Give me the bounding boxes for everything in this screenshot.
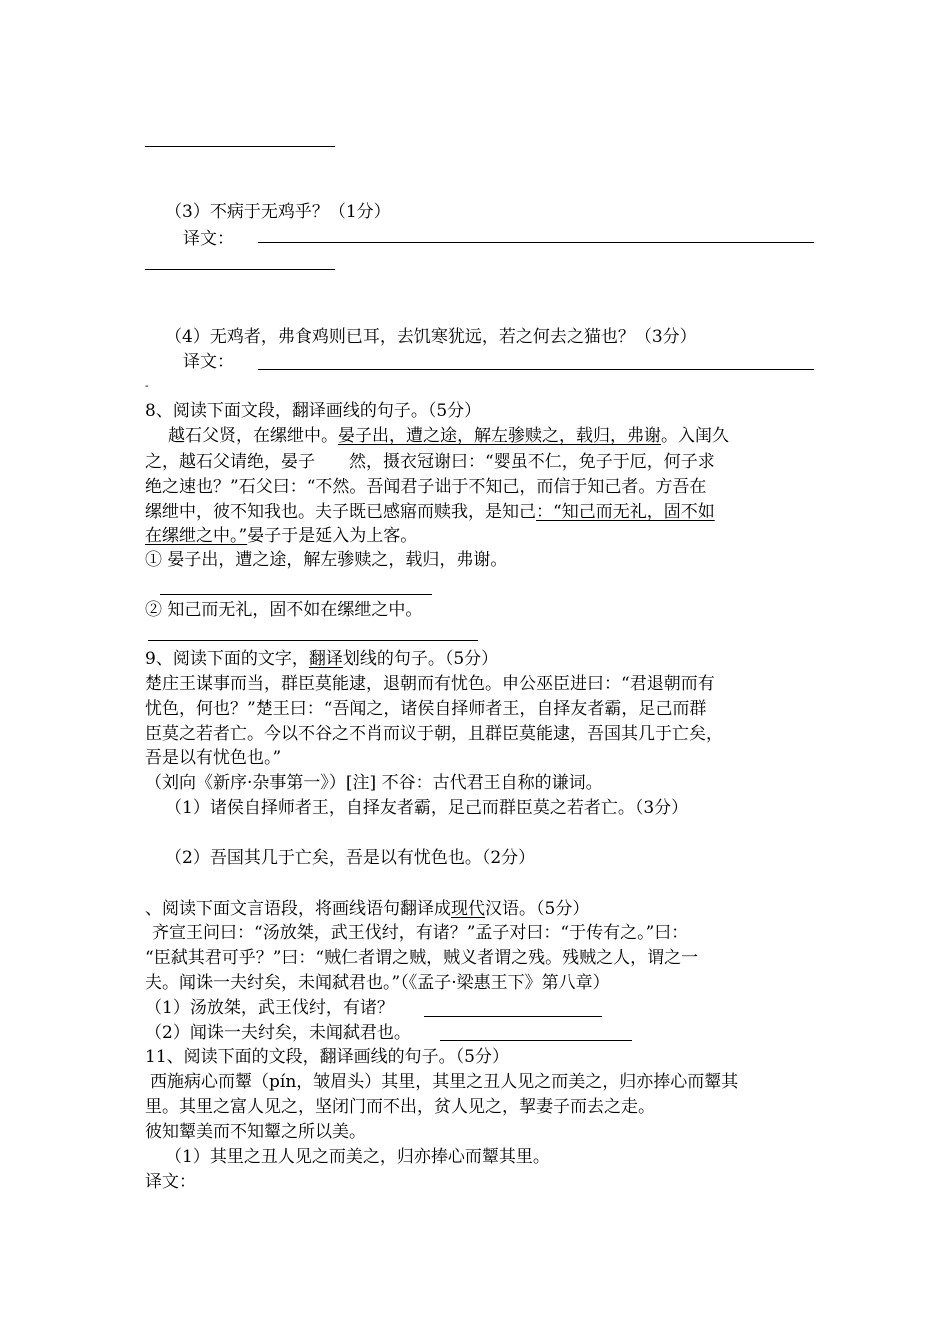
q8-text: 越石父贤，在缧绁中。 <box>168 426 338 446</box>
q8-paragraph-line-5 <box>145 524 417 548</box>
q11-sub1: （1）其里之丑人见之而美之，归亦捧心而颦其里。 <box>165 1147 550 1167</box>
q8-text: 晏子于是延入为上客。 <box>247 526 418 546</box>
q9-title-text: 划线的句子。（5分） <box>342 649 499 669</box>
q7-sub3-prompt: （3）不病于无鸡乎？（1分） <box>165 202 391 222</box>
q7-sub3-answer-line-2[interactable] <box>145 269 335 270</box>
q11-paragraph-line-3: 彼知颦美而不知颦之所以美。 <box>145 1122 366 1142</box>
q9-sub2: （2）吾国其几于亡矣，吾是以有忧色也。（2分） <box>165 848 536 868</box>
q8-title: 8、阅读下面文段，翻译画线的句子。（5分） <box>145 401 482 421</box>
q10-sub2-answer-line[interactable] <box>440 1040 632 1041</box>
q9-paragraph-line-1: 楚庄王谋事而当，群臣莫能逮，退朝而有忧色。申公巫臣进曰：“君退朝而有 <box>145 674 715 694</box>
q7-sub3-answer-line[interactable] <box>258 242 814 243</box>
q9-title-text: 9、阅读下面的文字， <box>145 649 309 669</box>
q8-item-1-answer-line[interactable] <box>160 594 432 595</box>
q10-sub1: （1）汤放桀，武王伐纣，有诸？ <box>145 998 394 1018</box>
q9-source-note: （刘向《新序·杂事第一》）[注] 不谷：古代君王自称的谦词。 <box>145 773 603 793</box>
q9-title-underlined: 翻译 <box>308 649 343 669</box>
q8-text: 。入闺久 <box>661 426 729 446</box>
q8-text: 缧绁中，彼不知我也。夫子既已感寤而赎我，是知己 <box>145 502 536 522</box>
q7-sub3-translation-label: 译文： <box>183 229 234 249</box>
q11-paragraph-line-2: 里。其里之富人见之，坚闭门而不出，贫人见之，挈妻子而去之走。 <box>145 1097 655 1117</box>
q10-paragraph-line-1: 齐宣王问曰：“汤放桀，武王伐纣，有诸？”孟子对曰：“于传有之。”曰： <box>152 923 689 943</box>
q7-sub4-dash: - <box>145 379 149 392</box>
q10-title <box>145 897 589 921</box>
q10-sub2: （2）闻诛一夫纣矣，未闻弑君也。 <box>145 1023 411 1043</box>
q11-title: 11、阅读下面的文段，翻译画线的句子。（5分） <box>145 1047 509 1067</box>
q10-title-text: 汉语。（5分） <box>485 899 590 919</box>
q10-sub1-answer-line[interactable] <box>424 1016 602 1017</box>
q8-paragraph-line-3: 绝之速也？”石父曰：“不然。吾闻君子诎于不知己，而信于知己者。方吾在 <box>145 477 707 497</box>
q8-item-1: ① 晏子出，遭之途，解左骖赎之，载归，弗谢。 <box>145 550 508 570</box>
q8-item-2-answer-line[interactable] <box>148 640 478 641</box>
q7-sub4-prompt: （4）无鸡者，弗食鸡则已耳，去饥寒犹远，若之何去之猫也？（3分） <box>165 327 697 347</box>
q8-underlined-sentence-2b: 在缧绁之中。” <box>145 526 248 546</box>
q8-paragraph-line-1 <box>168 424 729 448</box>
q9-sub1: （1）诸侯自择师者王，自择友者霸，足己而群臣莫之若者亡。（3分） <box>165 798 689 818</box>
q8-item-2: ② 知己而无礼，固不如在缧绁之中。 <box>145 600 423 620</box>
q9-paragraph-line-3: 臣莫之若者亡。今以不谷之不肖而议于朝，且群臣莫能逮，吾国其几于亡矣， <box>145 724 723 744</box>
q9-paragraph-line-2: 忧色，何也？”楚王曰：“吾闻之，诸侯自择师者王，自择友者霸，足己而群 <box>145 699 707 719</box>
q10-paragraph-line-2: “臣弑其君可乎？”曰：“贼仁者谓之贼，贼义者谓之残。残贼之人，谓之一 <box>145 948 699 968</box>
q8-underlined-sentence-1: 晏子出，遭之途，解左骖赎之，载归，弗谢 <box>338 426 661 446</box>
q9-paragraph-line-4: 吾是以有忧色也。” <box>145 748 282 768</box>
q8-paragraph-line-4 <box>145 500 715 524</box>
q11-paragraph-line-1: 西施病心而颦（pín，皱眉头）其里，其里之丑人见之而美之，归亦捧心而颦其 <box>150 1072 739 1092</box>
answer-line <box>145 146 335 147</box>
q8-paragraph-line-2: 之，越石父请绝，晏子 然，摄衣冠谢曰：“婴虽不仁，免子于厄，何子求 <box>145 452 715 472</box>
q10-title-text: 、阅读下面文言语段，将画线语句翻译成 <box>145 899 451 919</box>
q10-paragraph-line-3: 夫。闻诛一夫纣矣，未闻弑君也。”（《孟子·梁惠王下》第八章） <box>145 973 610 993</box>
q7-sub4-translation-label: 译文： <box>183 352 234 372</box>
q8-underlined-sentence-2a: ：“知己而无礼，固不如 <box>536 502 715 522</box>
q10-title-underlined: 现代 <box>451 899 485 919</box>
q11-translation-label: 译文： <box>145 1172 196 1192</box>
q7-sub4-answer-line[interactable] <box>258 369 814 370</box>
q9-title <box>145 647 498 671</box>
